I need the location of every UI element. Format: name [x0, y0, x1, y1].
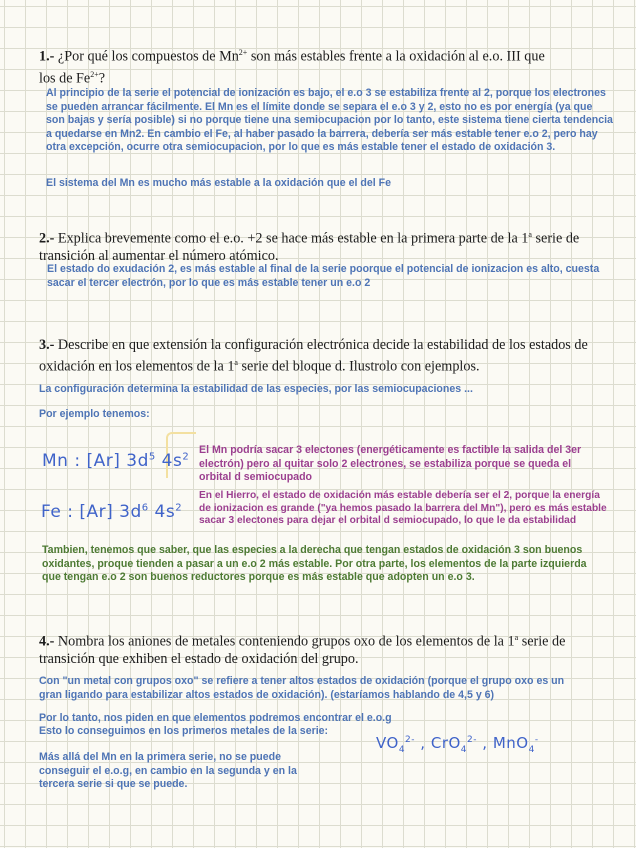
answer-4-paragraph-2a: Por lo tanto, nos piden en que elementos podremos encontrar el e.o.g — [39, 712, 392, 724]
question-2-sup-a: a — [528, 230, 532, 239]
question-4 — [39, 629, 614, 668]
question-2-text-b: serie de transición al aumentar el número atómico. — [39, 230, 580, 264]
answer-3-conclusion: Tambien, tenemos que saber, que las especies a la derecha que tengan estados de oxidación 3 son buenos oxidantes, proque tienden a pasar a un e.o 2 más estable. Por otra parte, los elementos de la parte izquierda que tengan e.o 2 son buenos reductores porque es más estable que adopten un e.o 3. — [42, 544, 587, 583]
ion-mno4: MnO — [492, 734, 529, 752]
fe-config-base: Fe : [Ar] 3d — [41, 502, 142, 522]
mn-electron-config — [42, 451, 189, 471]
ion-mno4-sub: 4 — [528, 745, 535, 755]
mn-config-s: 4s — [155, 451, 183, 471]
question-1-text-a: ¿Por qué los compuestos de Mn — [54, 48, 239, 65]
question-3-sup-a: a — [234, 358, 238, 367]
question-1-sup-a: 2+ — [238, 48, 248, 57]
ion-mno4-charge: - — [534, 735, 539, 745]
question-2-number: 2.- — [39, 230, 55, 247]
question-1 — [39, 44, 559, 87]
answer-2: El estado do exudación 2, es más estable al final de la serie poorque el potencial de ionizacion es alto, cuesta sacar el tercer electrón, por lo que es más estable tener un e.o 2 — [47, 263, 600, 289]
mn-config-base: Mn : [Ar] 3d — [42, 451, 149, 471]
question-2 — [39, 226, 614, 265]
answer-4-paragraph-1: Con "un metal con grupos oxo" se refiere a tener altos estados de oxidación (porque el grupo oxo es un gran ligando para estabilizar altos estados de oxidación). (estaríamos hablando de 4,5 y 6) — [39, 675, 565, 701]
answer-4-paragraph-2b: Esto lo conseguimos en los primeros metales de la serie: — [39, 725, 329, 737]
fe-config-d-count: 6 — [141, 502, 149, 514]
mn-note: El Mn podría sacar 3 electones (energéticamente es factible la salida del 3er electrón) pero al quitar solo 2 electrones, se estabiliza porque se queda el orbital d semiocupado — [199, 444, 582, 483]
question-3-number: 3.- — [39, 337, 55, 353]
answer-3-example-label: Por ejemplo tenemos: — [39, 408, 150, 420]
mn-config-d-count: 5 — [148, 451, 156, 463]
fe-electron-config — [41, 502, 182, 522]
question-1-number: 1.- — [39, 48, 55, 65]
fe-note: En el Hierro, el estado de oxidación más estable debería ser el 2, porque la energía de ionizacion es grande ("ya hemos pasado la barrera del Mn"), pero es más estable sacar 3 electones para dejar el orbital d semiocupado, lo que le da estabilidad — [199, 490, 607, 526]
answer-4-paragraph-3: Más allá del Mn en la primera serie, no se puede conseguir el e.o.g, en cambio en la segunda y en la tercera serie si que se puede. — [39, 751, 297, 790]
answer-1-paragraph-2: El sistema del Mn es mucho más estable a la oxidación que el del Fe — [46, 177, 392, 189]
question-3-text-a: Describe en que extensión la configuración electrónica decide la estabilidad de los estados de oxidación en los elementos de la 1 — [39, 337, 588, 375]
question-3 — [39, 337, 614, 376]
question-4-number: 4.- — [39, 633, 55, 650]
oxo-anions — [376, 734, 539, 755]
question-4-text-a: Nombra los aniones de metales conteniendo grupos oxo de los elementos de la 1 — [54, 633, 515, 650]
question-2-text-a: Explica brevemente como el e.o. +2 se hace más estable en la primera parte de la 1 — [54, 230, 529, 247]
ion-separator-2: , — [477, 734, 493, 752]
fe-config-s-count: 2 — [175, 502, 183, 514]
question-1-text-b: son más estables frente a la oxidación al e.o. III que los de Fe — [39, 48, 545, 87]
question-3-text-b: serie del bloque d. Ilustrolo con ejemplos. — [237, 358, 480, 375]
question-1-text-c: ? — [98, 70, 106, 87]
answer-3-intro: La configuración determina la estabilidad de las especies, por las semiocupaciones ... — [39, 383, 473, 395]
ion-vo4-sub: 4 — [398, 745, 406, 755]
ion-cro4: CrO — [430, 734, 461, 752]
ion-vo4: VO — [376, 734, 399, 752]
mn-config-s-count: 2 — [182, 451, 190, 463]
ion-cro4-sub: 4 — [460, 745, 468, 755]
question-1-sup-b: 2+ — [90, 69, 99, 79]
ion-cro4-charge: 2- — [467, 735, 478, 745]
question-4-text-b: serie de transición que exhiben el estado de oxidación del grupo. — [39, 633, 566, 667]
ion-vo4-charge: 2- — [405, 735, 416, 745]
question-4-sup-a: a — [514, 633, 519, 642]
answer-1-paragraph-1: Al principio de la serie el potencial de ionización es bajo, el e.o 3 se estabiliza frente al 2, porque los electrones se pueden arrancar fácilmente. El Mn es el límite donde se separa el e.o 3 y 2, esto no es por energía (ya que son bajas y sería posible) si no porque tiene una semiocupacion por lo tanto, este sistema tiene cierta tendencia a quedarse en Mn2. En cambio el Fe, al haber pasado la barrera, debería ser más estable tener e.o 2, pero hay otra excepción, ocurre otra semiocupacion, por lo que es más estable tener el estado de oxidación 3. — [46, 87, 613, 153]
fe-config-s: 4s — [148, 502, 176, 522]
ion-separator-1: , — [415, 734, 431, 752]
